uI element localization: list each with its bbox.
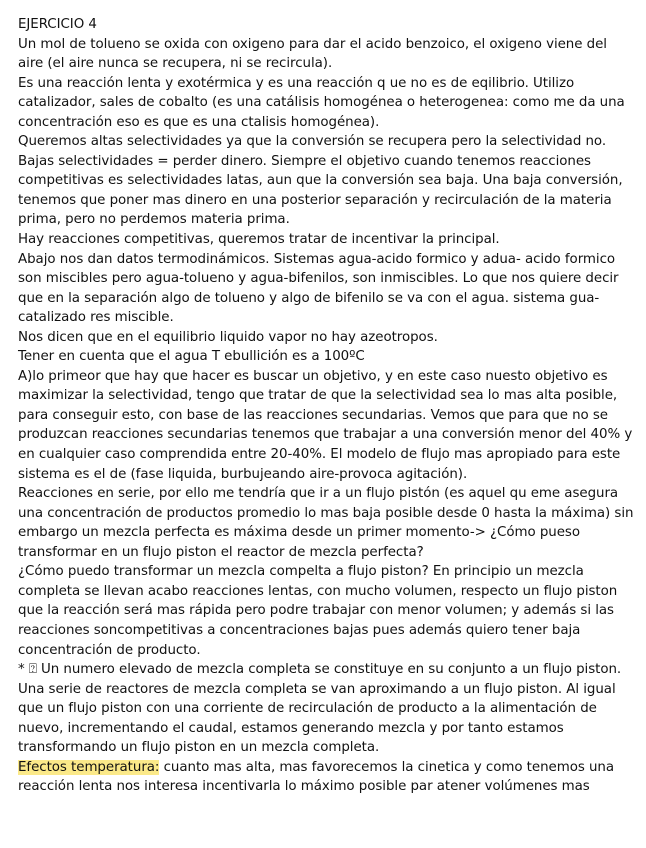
paragraph-objective: A)lo primeor que hay que hacer es buscar un objetivo, y en este caso nuesto objetivo es maximizar la selectividad, tengo que tratar de que la selectividad sea lo mas alta posible, para conseguir esto, con base de las reacciones secundarias. Vemos que para que no se produzcan reacciones secundarias tenemos que trabajar a una conversión menor del 40% y en cualquier caso comprendida entre 20-40%. El modelo de flujo mas apropiado para este sistema es el de (fase liquida, burbujeando aire-provoca agitación). (18, 368, 633, 482)
paragraph-boiling-point: Tener en cuenta que el agua T ebullición es a 100ºC (18, 349, 365, 365)
paragraph-competitive: Hay reacciones competitivas, queremos tratar de incentivar la principal. (18, 232, 500, 248)
paragraph-selectivity: Queremos altas selectividades ya que la conversión se recupera pero la selectividad no. Bajas selectividades = perder dinero. Siempre el objetivo cuando tenemos reacciones competitivas es selectividades latas, aun que la conversión sea baja. Una baja conversión, tenemos que poner mas dinero en una posterior separación y recirculación de la materia prima, pero no perdemos materia prima. (18, 134, 623, 228)
paragraph-reaction: Es una reacción lenta y exotérmica y es una reacción q ue no es de eqilibrio. Utilizo catalizador, sales de cobalto (es una catálisis homogénea o heterogenea: como me da una concentración eso es que es una ctalisis homogénea). (18, 75, 625, 130)
temperature-text: cuanto mas alta, mas favorecemos la cinetica y como tenemos una reacción lenta nos interesa incentivarla lo máximo posible par atener volúmenes mas (18, 759, 614, 795)
exercise-title: EJERCICIO 4 (18, 17, 97, 32)
highlighted-heading: Efectos temperatura: (18, 759, 160, 775)
paragraph-series-reactors: * ⍰ Un numero elevado de mezcla completa se constituye en su conjunto a un flujo piston. Una serie de reactores de mezcla completa se van aproximando a un flujo piston. Al igual que un flujo piston con una corriente de recirculación de producto a la alimentación de nuevo, incrementando el caudal, estamos generando mezcla y por tanto estamos transformando un flujo piston en un mezcla completa. (18, 662, 622, 756)
paragraph-series-reactions: Reacciones en serie, por ello me tendría que ir a un flujo pistón (es aquel qu eme asegura una concentración de productos promedio lo mas baja posible desde 0 hasta la máxima) sin embargo un mezcla perfecta es máxima desde un primer momento-> ¿Cómo pueso transformar en un flujo piston el reactor de mezcla perfecta? (18, 486, 634, 560)
paragraph-transform-question: ¿Cómo puedo transformar un mezcla compelta a flujo piston? En principio un mezcla completa se llevan acabo reacciones lentas, con mucho volumen, respecto un flujo piston que la reacción será mas rápida pero podre trabajar con menor volumen; y además si las reacciones soncompetitivas a concentraciones bajas pues además quiero tener baja concentración de producto. (18, 564, 618, 658)
paragraph-thermodynamics: Abajo nos dan datos termodinámicos. Sistemas agua-acido formico y adua- acido formico son miscibles pero agua-tolueno y agua-bifenilos, son inmiscibles. Lo que nos quiere decir que en la separación algo de tolueno y algo de bifenilo se va con el agua. sistema gua-catalizado res miscible. (18, 251, 619, 326)
paragraph-azeotropes: Nos dicen que en el equilibrio liquido vapor no hay azeotropos. (18, 329, 438, 345)
paragraph-statement: Un mol de tolueno se oxida con oxigeno para dar el acido benzoico, el oxigeno viene del aire (el aire nunca se recupera, ni se recircula). (18, 36, 607, 72)
paragraph-temperature-effects (18, 758, 634, 797)
